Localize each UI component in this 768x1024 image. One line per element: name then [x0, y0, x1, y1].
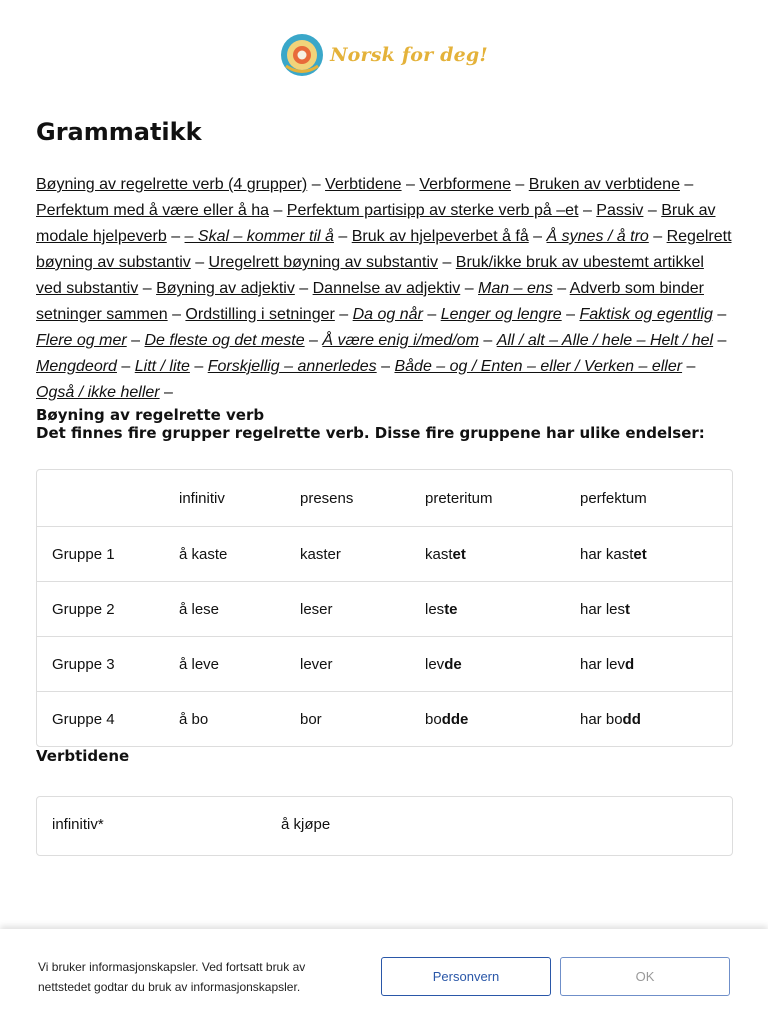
- stem: har bo: [580, 710, 623, 728]
- link-separator: –: [510, 176, 529, 193]
- link-separator: –: [643, 202, 662, 219]
- link-separator: –: [438, 254, 456, 271]
- section-subtitle: Det finnes fire grupper regelrette verb. Disse fire gruppene har ulike endelser:: [36, 424, 705, 442]
- table-row: [37, 636, 732, 691]
- group-cell: Gruppe 1: [52, 545, 115, 563]
- site-logo[interactable]: [280, 33, 488, 77]
- tense-value-cell: å kjøpe: [281, 815, 331, 833]
- link-separator: –: [552, 280, 570, 297]
- perfect-cell: [580, 601, 730, 618]
- table-header-cell: infinitiv: [179, 489, 225, 507]
- link-separator: –: [304, 332, 323, 349]
- link-separator: –: [294, 280, 313, 297]
- ending: de: [444, 655, 462, 673]
- section-title: Bøyning av regelrette verb: [36, 406, 265, 424]
- table-row: [37, 581, 732, 636]
- link-separator: –: [307, 176, 326, 193]
- ending: dd: [622, 710, 641, 728]
- link-separator: –: [376, 358, 395, 375]
- topic-link[interactable]: Ordstilling i setninger: [185, 306, 335, 323]
- link-separator: –: [189, 358, 208, 375]
- topic-link[interactable]: Bøyning av adjektiv: [156, 280, 295, 297]
- preterite-cell: [425, 546, 580, 563]
- link-separator: –: [126, 332, 145, 349]
- infinitive-cell: å leve: [179, 655, 220, 673]
- table-header-cell: preteritum: [425, 489, 493, 507]
- topic-link[interactable]: – Skal – kommer til å: [184, 228, 334, 245]
- group-cell: Gruppe 3: [52, 655, 115, 673]
- topic-link[interactable]: Verbformene: [419, 176, 511, 193]
- section-title: Verbtidene: [36, 747, 130, 765]
- logo-badge-icon: [280, 33, 324, 77]
- tense-label-cell: infinitiv*: [52, 815, 104, 833]
- link-separator: –: [138, 280, 157, 297]
- topic-link[interactable]: Regelrett bøyning av substantiv: [36, 228, 732, 271]
- link-separator: –: [401, 176, 420, 193]
- link-separator: –: [648, 228, 667, 245]
- infinitive-cell: å lese: [179, 600, 220, 618]
- verb-conjugation-table: [36, 469, 733, 747]
- link-separator: –: [713, 332, 727, 349]
- link-separator: –: [460, 280, 479, 297]
- topic-link[interactable]: Flere og mer: [36, 332, 127, 349]
- grammar-topic-links: [36, 172, 732, 406]
- link-separator: –: [561, 306, 580, 323]
- topic-link[interactable]: Bruk av modale hjelpeverb: [36, 202, 716, 245]
- ending: t: [625, 600, 631, 618]
- topic-link[interactable]: Mengdeord: [36, 358, 117, 375]
- stem: har les: [580, 600, 626, 618]
- topic-link[interactable]: Både – og / Enten – eller / Verken – eller: [394, 358, 683, 375]
- topic-link[interactable]: Også / ikke heller: [36, 384, 160, 401]
- link-separator: –: [578, 202, 597, 219]
- preterite-cell: [425, 656, 580, 673]
- perfect-cell: [580, 546, 730, 563]
- topic-link[interactable]: Faktisk og egentlig: [579, 306, 713, 323]
- cookie-notice-text: Vi bruker informasjonskapsler. Ved fortsatt bruk av nettstedet godtar du bruk av informasjonskapsler.: [38, 959, 306, 994]
- ending: te: [444, 600, 458, 618]
- preterite-cell: [425, 601, 580, 618]
- topic-link[interactable]: All / alt – Alle / hele – Helt / hel: [496, 332, 714, 349]
- link-separator: –: [682, 358, 696, 375]
- table-header-row: [37, 470, 732, 526]
- present-cell: kaster: [300, 545, 341, 563]
- link-separator: –: [190, 254, 209, 271]
- stem: har kast: [580, 545, 634, 563]
- cookie-banner: [0, 929, 768, 1024]
- stem: les: [425, 600, 445, 618]
- table-row: [37, 691, 732, 746]
- preterite-cell: [425, 711, 580, 728]
- topic-link[interactable]: Adverb som binder setninger sammen: [36, 280, 704, 323]
- infinitive-cell: å kaste: [179, 545, 228, 563]
- table-header-cell: presens: [300, 489, 354, 507]
- link-separator: –: [116, 358, 135, 375]
- topic-link[interactable]: Bruken av verbtidene: [528, 176, 680, 193]
- topic-link[interactable]: Å være enig i/med/om: [322, 332, 479, 349]
- table-header-cell: perfektum: [580, 489, 647, 507]
- link-separator: –: [422, 306, 441, 323]
- topic-link[interactable]: Dannelse av adjektiv: [312, 280, 461, 297]
- topic-link[interactable]: Bruk/ikke bruk av ubestemt artikkel ved substantiv: [36, 254, 704, 297]
- site-header: [0, 0, 768, 110]
- topic-link[interactable]: Bøyning av regelrette verb (4 grupper): [36, 176, 308, 193]
- link-separator: –: [167, 306, 186, 323]
- topic-link[interactable]: Å synes / å tro: [546, 228, 649, 245]
- topic-link[interactable]: Passiv: [596, 202, 644, 219]
- link-separator: –: [712, 306, 727, 323]
- ending: dde: [441, 710, 469, 728]
- logo-text: Norsk for deg!: [330, 44, 488, 66]
- link-separator: –: [478, 332, 497, 349]
- link-separator: –: [679, 176, 694, 193]
- topic-link[interactable]: Uregelrett bøyning av substantiv: [208, 254, 438, 271]
- verb-tenses-table: [36, 796, 733, 856]
- present-cell: lever: [300, 655, 333, 673]
- present-cell: bor: [300, 710, 322, 728]
- stem: kast: [425, 545, 453, 563]
- perfect-cell: [580, 656, 730, 673]
- topic-link[interactable]: Perfektum med å være eller å ha: [36, 202, 269, 219]
- infinitive-cell: å bo: [179, 710, 209, 728]
- stem: lev: [425, 655, 445, 673]
- stem: bo: [425, 710, 442, 728]
- ending: et: [452, 545, 466, 563]
- table-row: [37, 797, 732, 851]
- topic-link[interactable]: Bruk av hjelpeverbet å få: [351, 228, 529, 245]
- link-separator: –: [333, 228, 352, 245]
- topic-link[interactable]: Litt / lite: [134, 358, 190, 375]
- link-separator: –: [159, 384, 173, 401]
- link-separator: –: [269, 202, 287, 219]
- group-cell: Gruppe 4: [52, 710, 115, 728]
- topic-link[interactable]: Man – ens: [478, 280, 553, 297]
- link-separator: –: [334, 306, 353, 323]
- topic-link[interactable]: Perfektum partisipp av sterke verb på –et: [286, 202, 579, 219]
- link-separator: –: [528, 228, 547, 245]
- link-separator: –: [166, 228, 185, 245]
- topic-link[interactable]: Lenger og lengre: [440, 306, 562, 323]
- group-cell: Gruppe 2: [52, 600, 115, 618]
- ok-button[interactable]: OK: [560, 957, 730, 996]
- topic-link[interactable]: Forskjellig – annerledes: [207, 358, 377, 375]
- stem: har lev: [580, 655, 626, 673]
- topic-link[interactable]: De fleste og det meste: [144, 332, 305, 349]
- page-title: Grammatikk: [36, 118, 202, 146]
- ending: d: [625, 655, 635, 673]
- present-cell: leser: [300, 600, 333, 618]
- ending: et: [633, 545, 647, 563]
- main-content: [0, 118, 768, 856]
- topic-link[interactable]: Da og når: [352, 306, 423, 323]
- privacy-button[interactable]: Personvern: [381, 957, 551, 996]
- topic-link[interactable]: Verbtidene: [325, 176, 402, 193]
- table-row: [37, 526, 732, 581]
- perfect-cell: [580, 711, 730, 728]
